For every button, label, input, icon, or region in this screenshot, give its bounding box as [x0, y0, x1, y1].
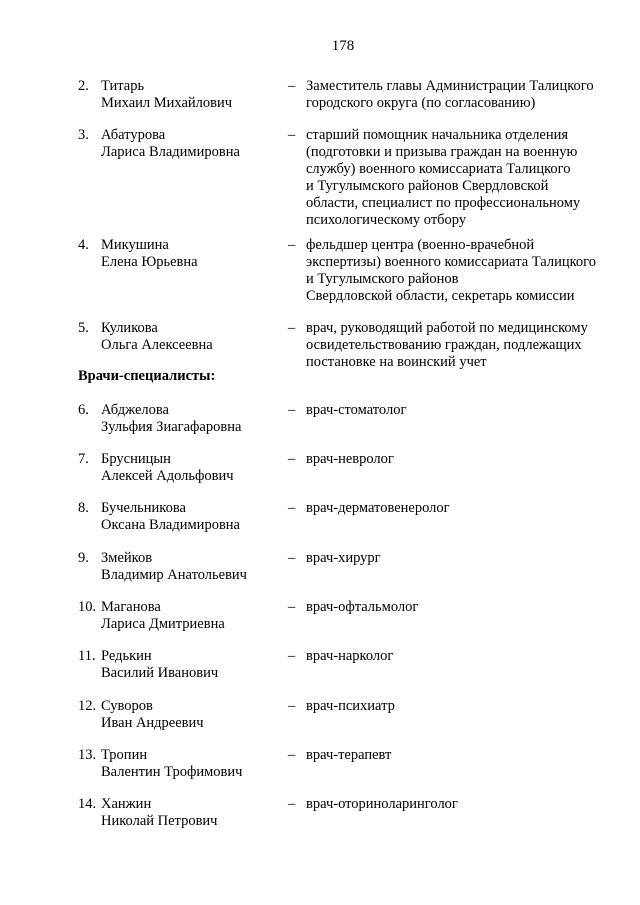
dash-separator: –	[288, 78, 296, 94]
dash-separator: –	[288, 500, 296, 516]
person-role: старший помощник начальника отделения (подготовки и призыва граждан на военную службу) военного комиссариата Талицкого и Тугулымского районов Свердловской области, специалист по профессиональному психологическому отбору	[306, 127, 581, 228]
item-number: 11.	[78, 648, 96, 664]
item-number: 9.	[78, 550, 89, 566]
item-number: 2.	[78, 78, 89, 94]
person-name: Абджелова Зульфия Зиагафаровна	[101, 402, 242, 435]
person-name: Ханжин Николай Петрович	[101, 796, 218, 829]
person-role: врач-нарколог	[306, 648, 394, 664]
person-name: Маганова Лариса Дмитриевна	[101, 599, 225, 632]
item-number: 3.	[78, 127, 89, 143]
item-number: 7.	[78, 451, 89, 467]
item-number: 8.	[78, 500, 89, 516]
person-name: Титарь Михаил Михайлович	[101, 78, 233, 111]
dash-separator: –	[288, 451, 296, 467]
person-name: Куликова Ольга Алексеевна	[101, 320, 213, 353]
person-role: врач-невролог	[306, 451, 394, 467]
dash-separator: –	[288, 320, 296, 336]
item-number: 10.	[78, 599, 97, 615]
person-role: врач, руководящий работой по медицинскому освидетельствованию граждан, подлежащих постановке на воинский учет	[306, 320, 588, 370]
person-name: Тропин Валентин Трофимович	[101, 747, 243, 780]
dash-separator: –	[288, 747, 296, 763]
person-role: врач-хирург	[306, 550, 381, 566]
item-number: 12.	[78, 698, 97, 714]
person-role: врач-оториноларинголог	[306, 796, 458, 812]
dash-separator: –	[288, 599, 296, 615]
person-role: врач-психиатр	[306, 698, 395, 714]
section-heading: Врачи-специалисты:	[78, 368, 216, 384]
dash-separator: –	[288, 237, 296, 253]
person-name: Брусницын Алексей Адольфович	[101, 451, 234, 484]
person-name: Бучельникова Оксана Владимировна	[101, 500, 240, 533]
person-role: фельдшер центра (военно-врачебной экспертизы) военного комиссариата Талицкого и Тугулымского районов Свердловской области, секретарь комиссии	[306, 237, 597, 304]
dash-separator: –	[288, 796, 296, 812]
person-name: Редькин Василий Иванович	[101, 648, 219, 681]
item-number: 14.	[78, 796, 97, 812]
item-number: 5.	[78, 320, 89, 336]
item-number: 6.	[78, 402, 89, 418]
person-name: Абатурова Лариса Владимировна	[101, 127, 240, 160]
dash-separator: –	[288, 550, 296, 566]
person-role: врач-офтальмолог	[306, 599, 419, 615]
person-role: врач-дерматовенеролог	[306, 500, 450, 516]
person-name: Суворов Иван Андреевич	[101, 698, 204, 731]
person-role: Заместитель главы Администрации Талицкого городского округа (по согласованию)	[306, 78, 594, 111]
dash-separator: –	[288, 402, 296, 418]
dash-separator: –	[288, 127, 296, 143]
dash-separator: –	[288, 698, 296, 714]
person-name: Микушина Елена Юрьевна	[101, 237, 198, 270]
page-number: 178	[331, 38, 355, 54]
dash-separator: –	[288, 648, 296, 664]
item-number: 13.	[78, 747, 97, 763]
person-role: врач-стоматолог	[306, 402, 407, 418]
item-number: 4.	[78, 237, 89, 253]
person-name: Змейков Владимир Анатольевич	[101, 550, 247, 583]
person-role: врач-терапевт	[306, 747, 392, 763]
